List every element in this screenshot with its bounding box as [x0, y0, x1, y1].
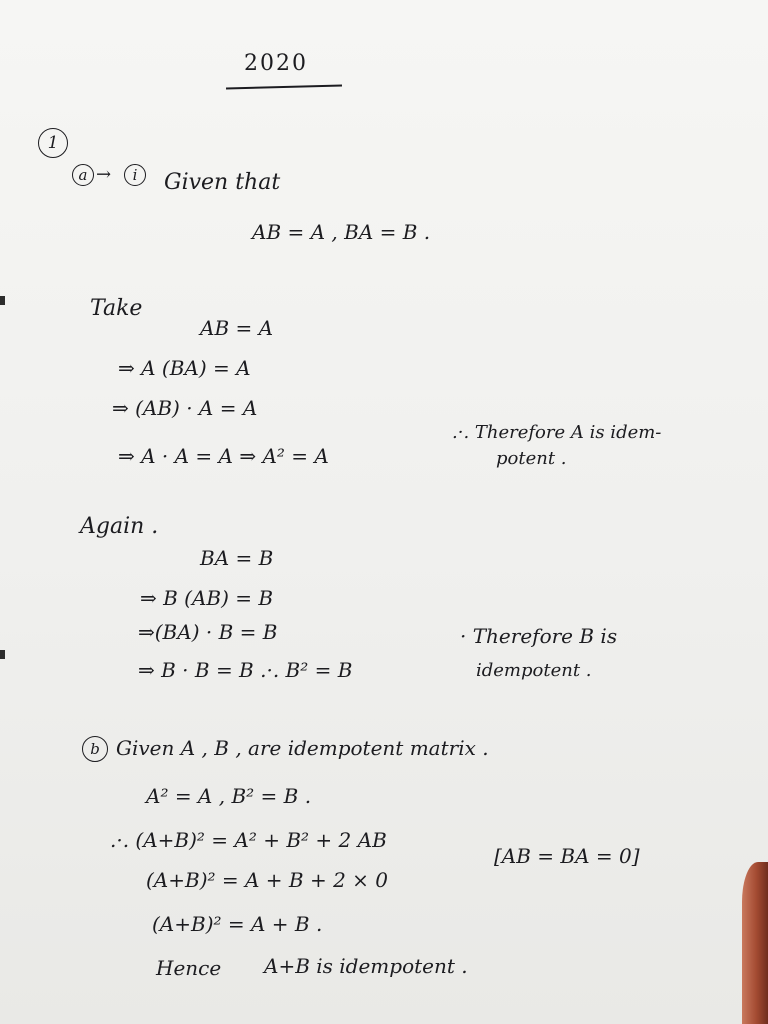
- sub-part-i-label: i: [124, 164, 146, 186]
- conclusion-a: .·. Therefore A is idem-: [452, 422, 662, 443]
- step-line: AB = A: [200, 316, 274, 340]
- given-conditions: AB = A , BA = B .: [252, 220, 431, 244]
- math-line: A² = A , B² = B .: [146, 784, 312, 808]
- take-heading: Take: [90, 296, 143, 321]
- hence-label: Hence: [156, 956, 222, 980]
- math-line: (A+B)² = A + B + 2 × 0: [146, 868, 389, 892]
- hence-conclusion: A+B is idempotent .: [264, 954, 468, 978]
- page-edge-mark: [0, 650, 5, 659]
- math-line: (A+B)² = A + B .: [152, 912, 323, 936]
- question-number: 1: [38, 128, 68, 158]
- part-b-label: b: [82, 736, 108, 762]
- step-line: ⇒ A (BA) = A: [118, 356, 251, 380]
- again-heading: Again .: [80, 514, 159, 539]
- step-line: ⇒(BA) · B = B: [138, 620, 278, 644]
- step-line: BA = B: [200, 546, 274, 570]
- bracket-note: [AB = BA = 0]: [494, 844, 640, 868]
- part-a-label: a: [72, 164, 94, 186]
- conclusion-b-cont: idempotent .: [476, 660, 592, 681]
- adjacent-object-edge: [742, 862, 768, 1024]
- year-underline: [226, 84, 342, 89]
- arrow-symbol: →: [96, 164, 112, 185]
- conclusion-a-cont: potent .: [496, 448, 567, 469]
- step-line: ⇒ B · B = B .·. B² = B: [138, 658, 353, 682]
- year-heading: 2020: [244, 51, 308, 76]
- conclusion-b: · Therefore B is: [460, 624, 618, 648]
- step-line: ⇒ (AB) · A = A: [112, 396, 258, 420]
- given-heading: Given that: [164, 170, 281, 195]
- math-line: .·. (A+B)² = A² + B² + 2 AB: [110, 828, 387, 852]
- part-b-given: Given A , B , are idempotent matrix .: [116, 736, 489, 760]
- step-line: ⇒ A · A = A ⇒ A² = A: [118, 444, 329, 468]
- step-line: ⇒ B (AB) = B: [140, 586, 274, 610]
- page-edge-mark: [0, 296, 5, 305]
